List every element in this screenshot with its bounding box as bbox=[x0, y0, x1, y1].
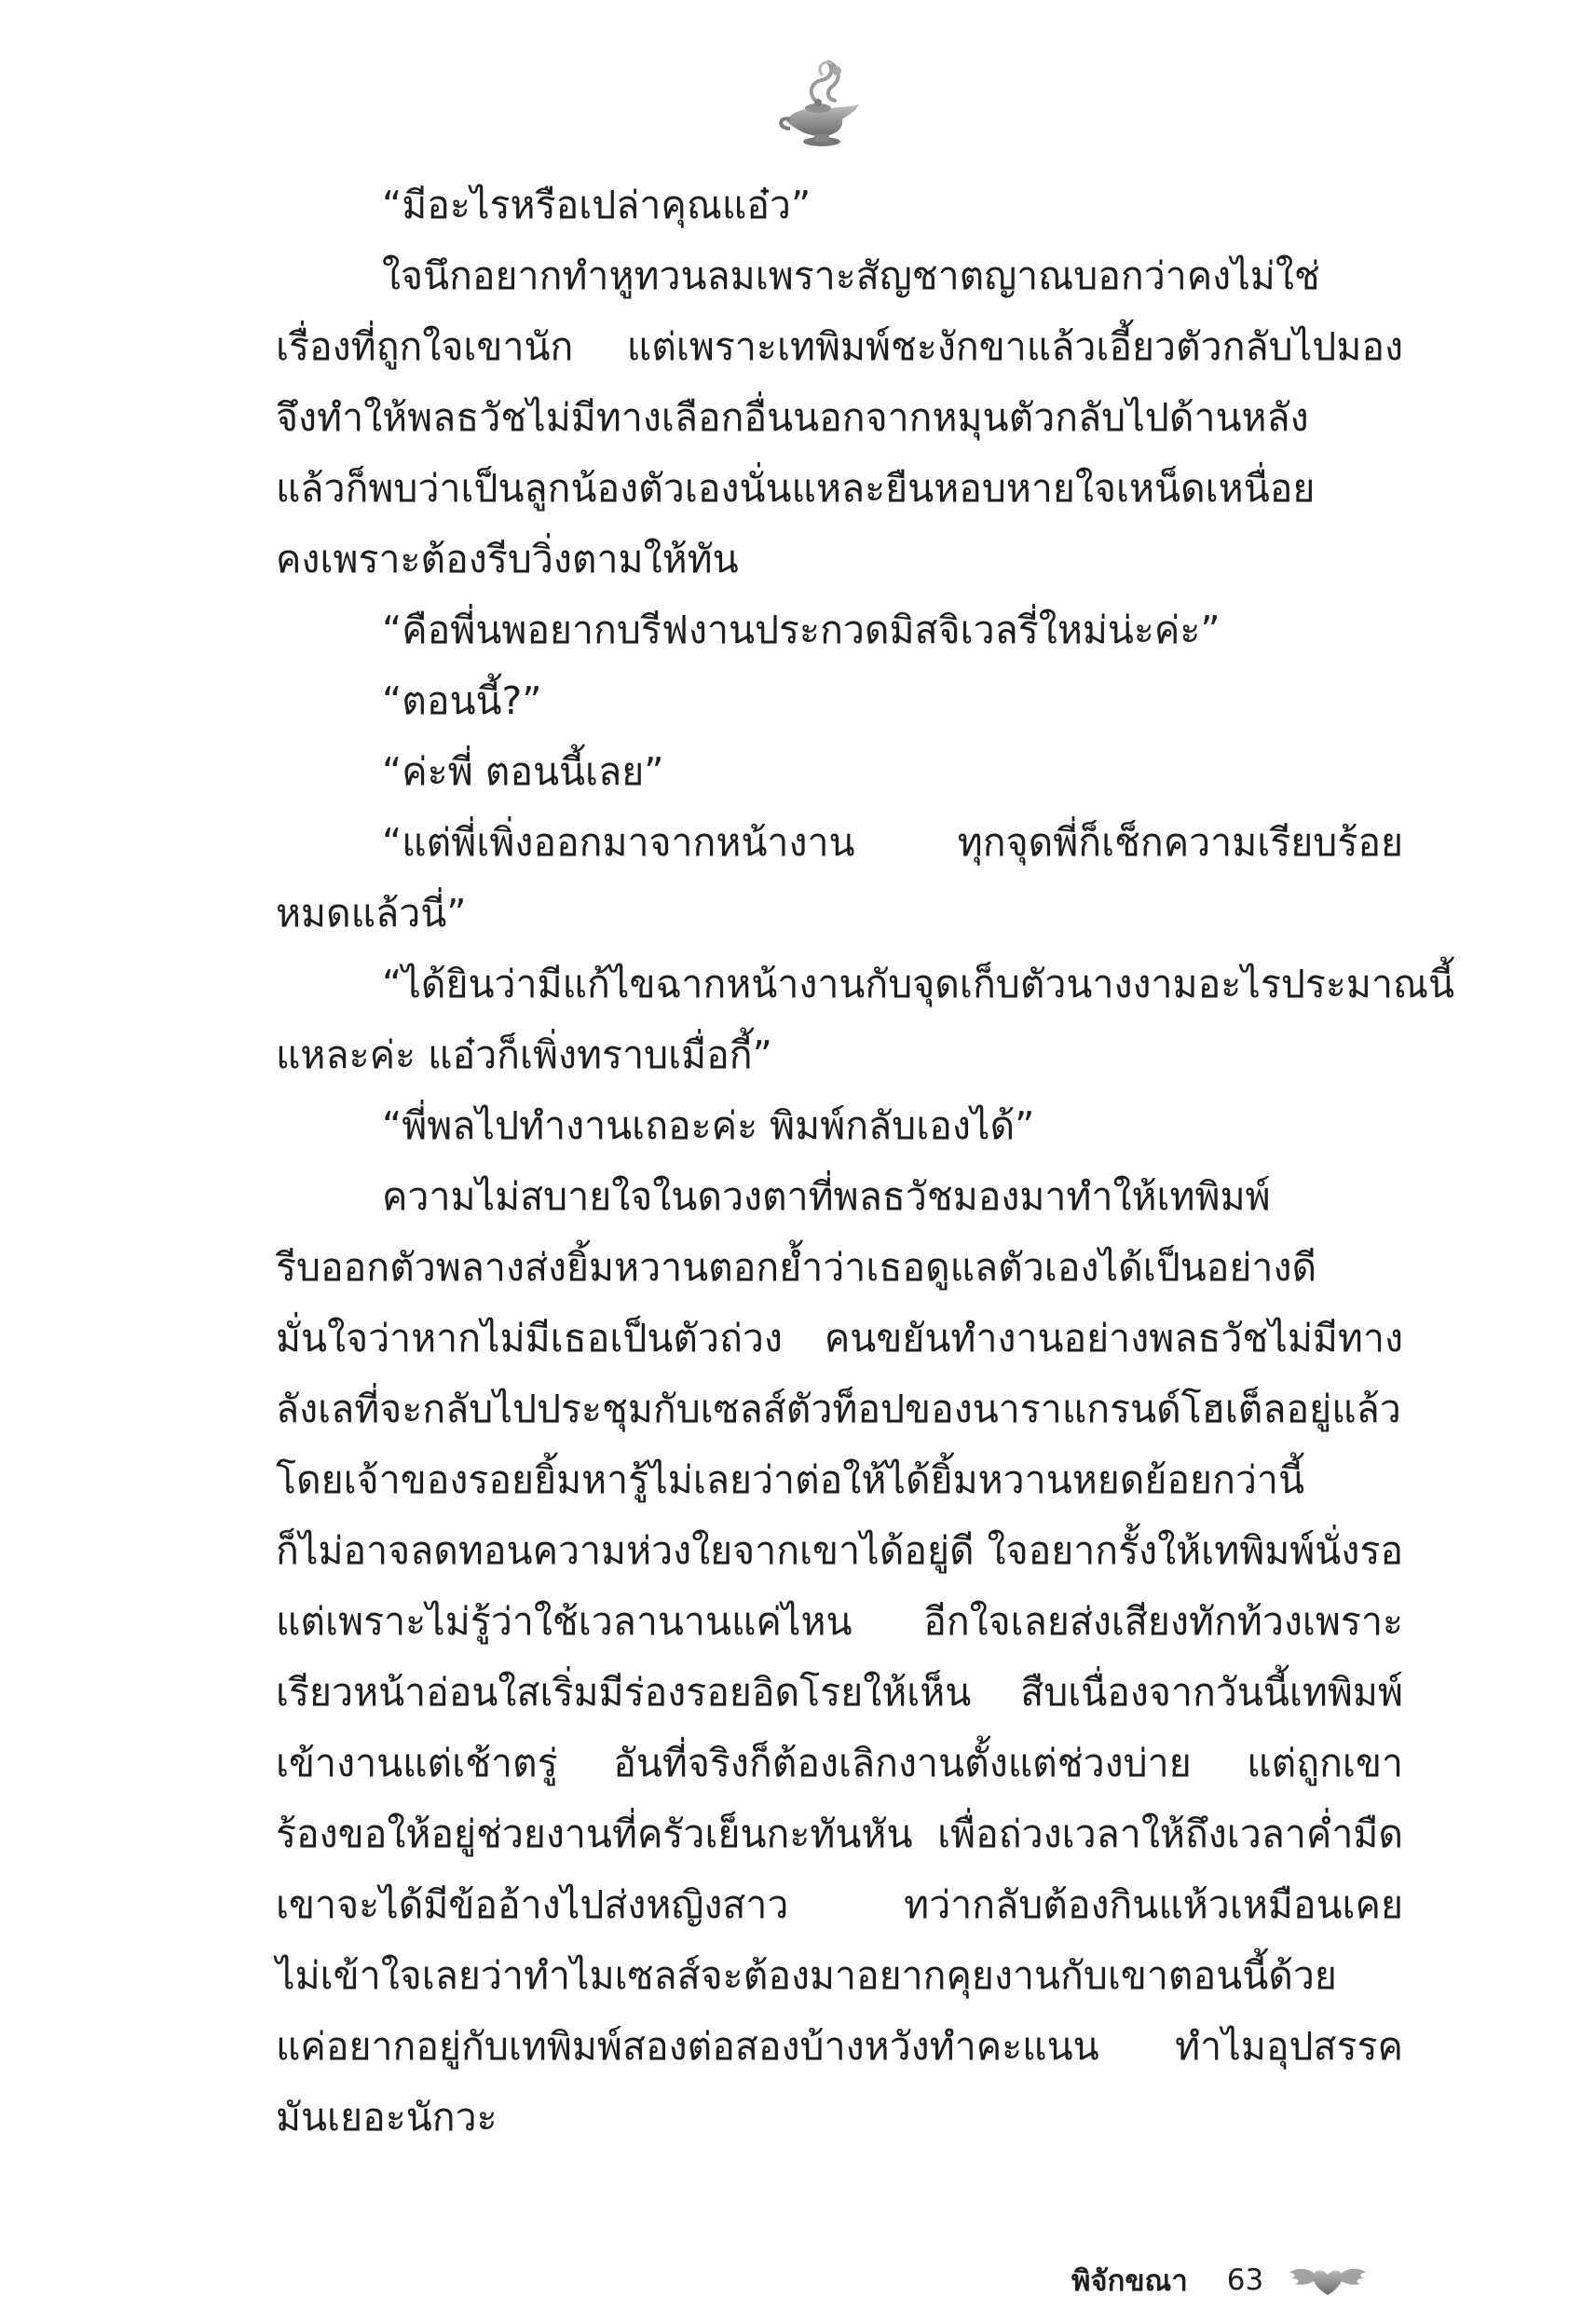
text-line: แล้วก็พบว่าเป็นลูกน้องตัวเองนั่นแหละยืนหอบหายใจเหน็ดเหนื่อย bbox=[276, 466, 1316, 511]
body-text bbox=[276, 170, 1455, 2153]
text-line: เรื่องที่ถูกใจเขานัก แต่เพราะเทพิมพ์ชะงักขาแล้วเอี้ยวตัวกลับไปมอง bbox=[276, 324, 1403, 369]
text-line: ลังเลที่จะกลับไปประชุมกับเซลส์ตัวท็อปของนาราแกรนด์โฮเต็ลอยู่แล้ว bbox=[276, 1387, 1401, 1431]
text-line: มั่นใจว่าหากไม่มีเธอเป็นตัวถ่วง คนขยันทำงานอย่างพลธวัชไม่มีทาง bbox=[276, 1316, 1403, 1361]
text-line: มันเยอะนักวะ bbox=[276, 2095, 498, 2140]
text-line: “มีอะไรหรือเปล่าคุณแอ๋ว” bbox=[382, 183, 812, 227]
text-line: คงเพราะต้องรีบวิ่งตามให้ทัน bbox=[276, 537, 739, 581]
text-line: “ค่ะพี่ ตอนนี้เลย” bbox=[382, 749, 664, 794]
genie-lamp-ornament-icon bbox=[770, 54, 872, 157]
text-line: “แต่พี่เพิ่งออกมาจากหน้างาน ทุกจุดพี่ก็เช็กความเรียบร้อย bbox=[382, 820, 1403, 865]
text-line: เขาจะได้มีข้ออ้างไปส่งหญิงสาว ทว่ากลับต้องกินแห้วเหมือนเคย bbox=[276, 1882, 1403, 1927]
text-line: ร้องขอให้อยู่ช่วยงานที่ครัวเย็นกะทันหัน เพื่อถ่วงเวลาให้ถึงเวลาค่ำมืด bbox=[276, 1812, 1403, 1856]
winged-heart-icon bbox=[1288, 2262, 1368, 2299]
text-line: ไม่เข้าใจเลยว่าทำไมเซลส์จะต้องมาอยากคุยงานกับเขาตอนนี้ด้วย bbox=[276, 1953, 1337, 1998]
text-line: แค่อยากอยู่กับเทพิมพ์สองต่อสองบ้างหวังทำคะแนน ทำไมอุปสรรค bbox=[276, 2024, 1403, 2069]
text-line: “ตอนนี้?” bbox=[382, 678, 542, 723]
text-line: “คือพี่นพอยากบรีฟงานประกวดมิสจิเวลรี่ใหม่น่ะค่ะ” bbox=[382, 608, 1221, 652]
text-line: ใจนึกอยากทำหูทวนลมเพราะสัญชาตญาณบอกว่าคงไม่ใช่ bbox=[382, 253, 1320, 298]
text-line: เข้างานแต่เช้าตรู่ อันที่จริงก็ต้องเลิกงานตั้งแต่ช่วงบ่าย แต่ถูกเขา bbox=[276, 1741, 1403, 1785]
text-line: ก็ไม่อาจลดทอนความห่วงใยจากเขาได้อยู่ดี ใจอยากรั้งให้เทพิมพ์นั่งรอ bbox=[276, 1528, 1403, 1573]
text-line: รีบออกตัวพลางส่งยิ้มหวานตอกย้ำว่าเธอดูแลตัวเองได้เป็นอย่างดี bbox=[276, 1245, 1317, 1290]
text-line: ความไม่สบายใจในดวงตาที่พลธวัชมองมาทำให้เทพิมพ์ bbox=[382, 1174, 1271, 1219]
text-line: จึงทำให้พลธวัชไม่มีทางเลือกอื่นนอกจากหมุนตัวกลับไปด้านหลัง bbox=[276, 395, 1309, 440]
page-number: 63 bbox=[1226, 2263, 1264, 2297]
text-line: “ได้ยินว่ามีแก้ไขฉากหน้างานกับจุดเก็บตัวนางงามอะไรประมาณนี้ bbox=[382, 962, 1455, 1006]
text-line: แหละค่ะ แอ๋วก็เพิ่งทราบเมื่อกี้” bbox=[276, 1032, 772, 1077]
text-line: “พี่พลไปทำงานเถอะค่ะ พิมพ์กลับเองได้” bbox=[382, 1103, 1035, 1148]
page-footer bbox=[1071, 2255, 1368, 2305]
text-line: แต่เพราะไม่รู้ว่าใช้เวลานานแค่ไหน อีกใจเลยส่งเสียงทักท้วงเพราะ bbox=[276, 1599, 1403, 1644]
text-line: โดยเจ้าของรอยยิ้มหารู้ไม่เลยว่าต่อให้ได้ยิ้มหวานหยดย้อยกว่านี้ bbox=[276, 1457, 1304, 1502]
text-line: เรียวหน้าอ่อนใสเริ่มมีร่องรอยอิดโรยให้เห็น สืบเนื่องจากวันนี้เทพิมพ์ bbox=[276, 1670, 1403, 1715]
text-line: หมดแล้วนี่” bbox=[276, 891, 467, 936]
running-title: พิจักขณา bbox=[1071, 2264, 1188, 2298]
